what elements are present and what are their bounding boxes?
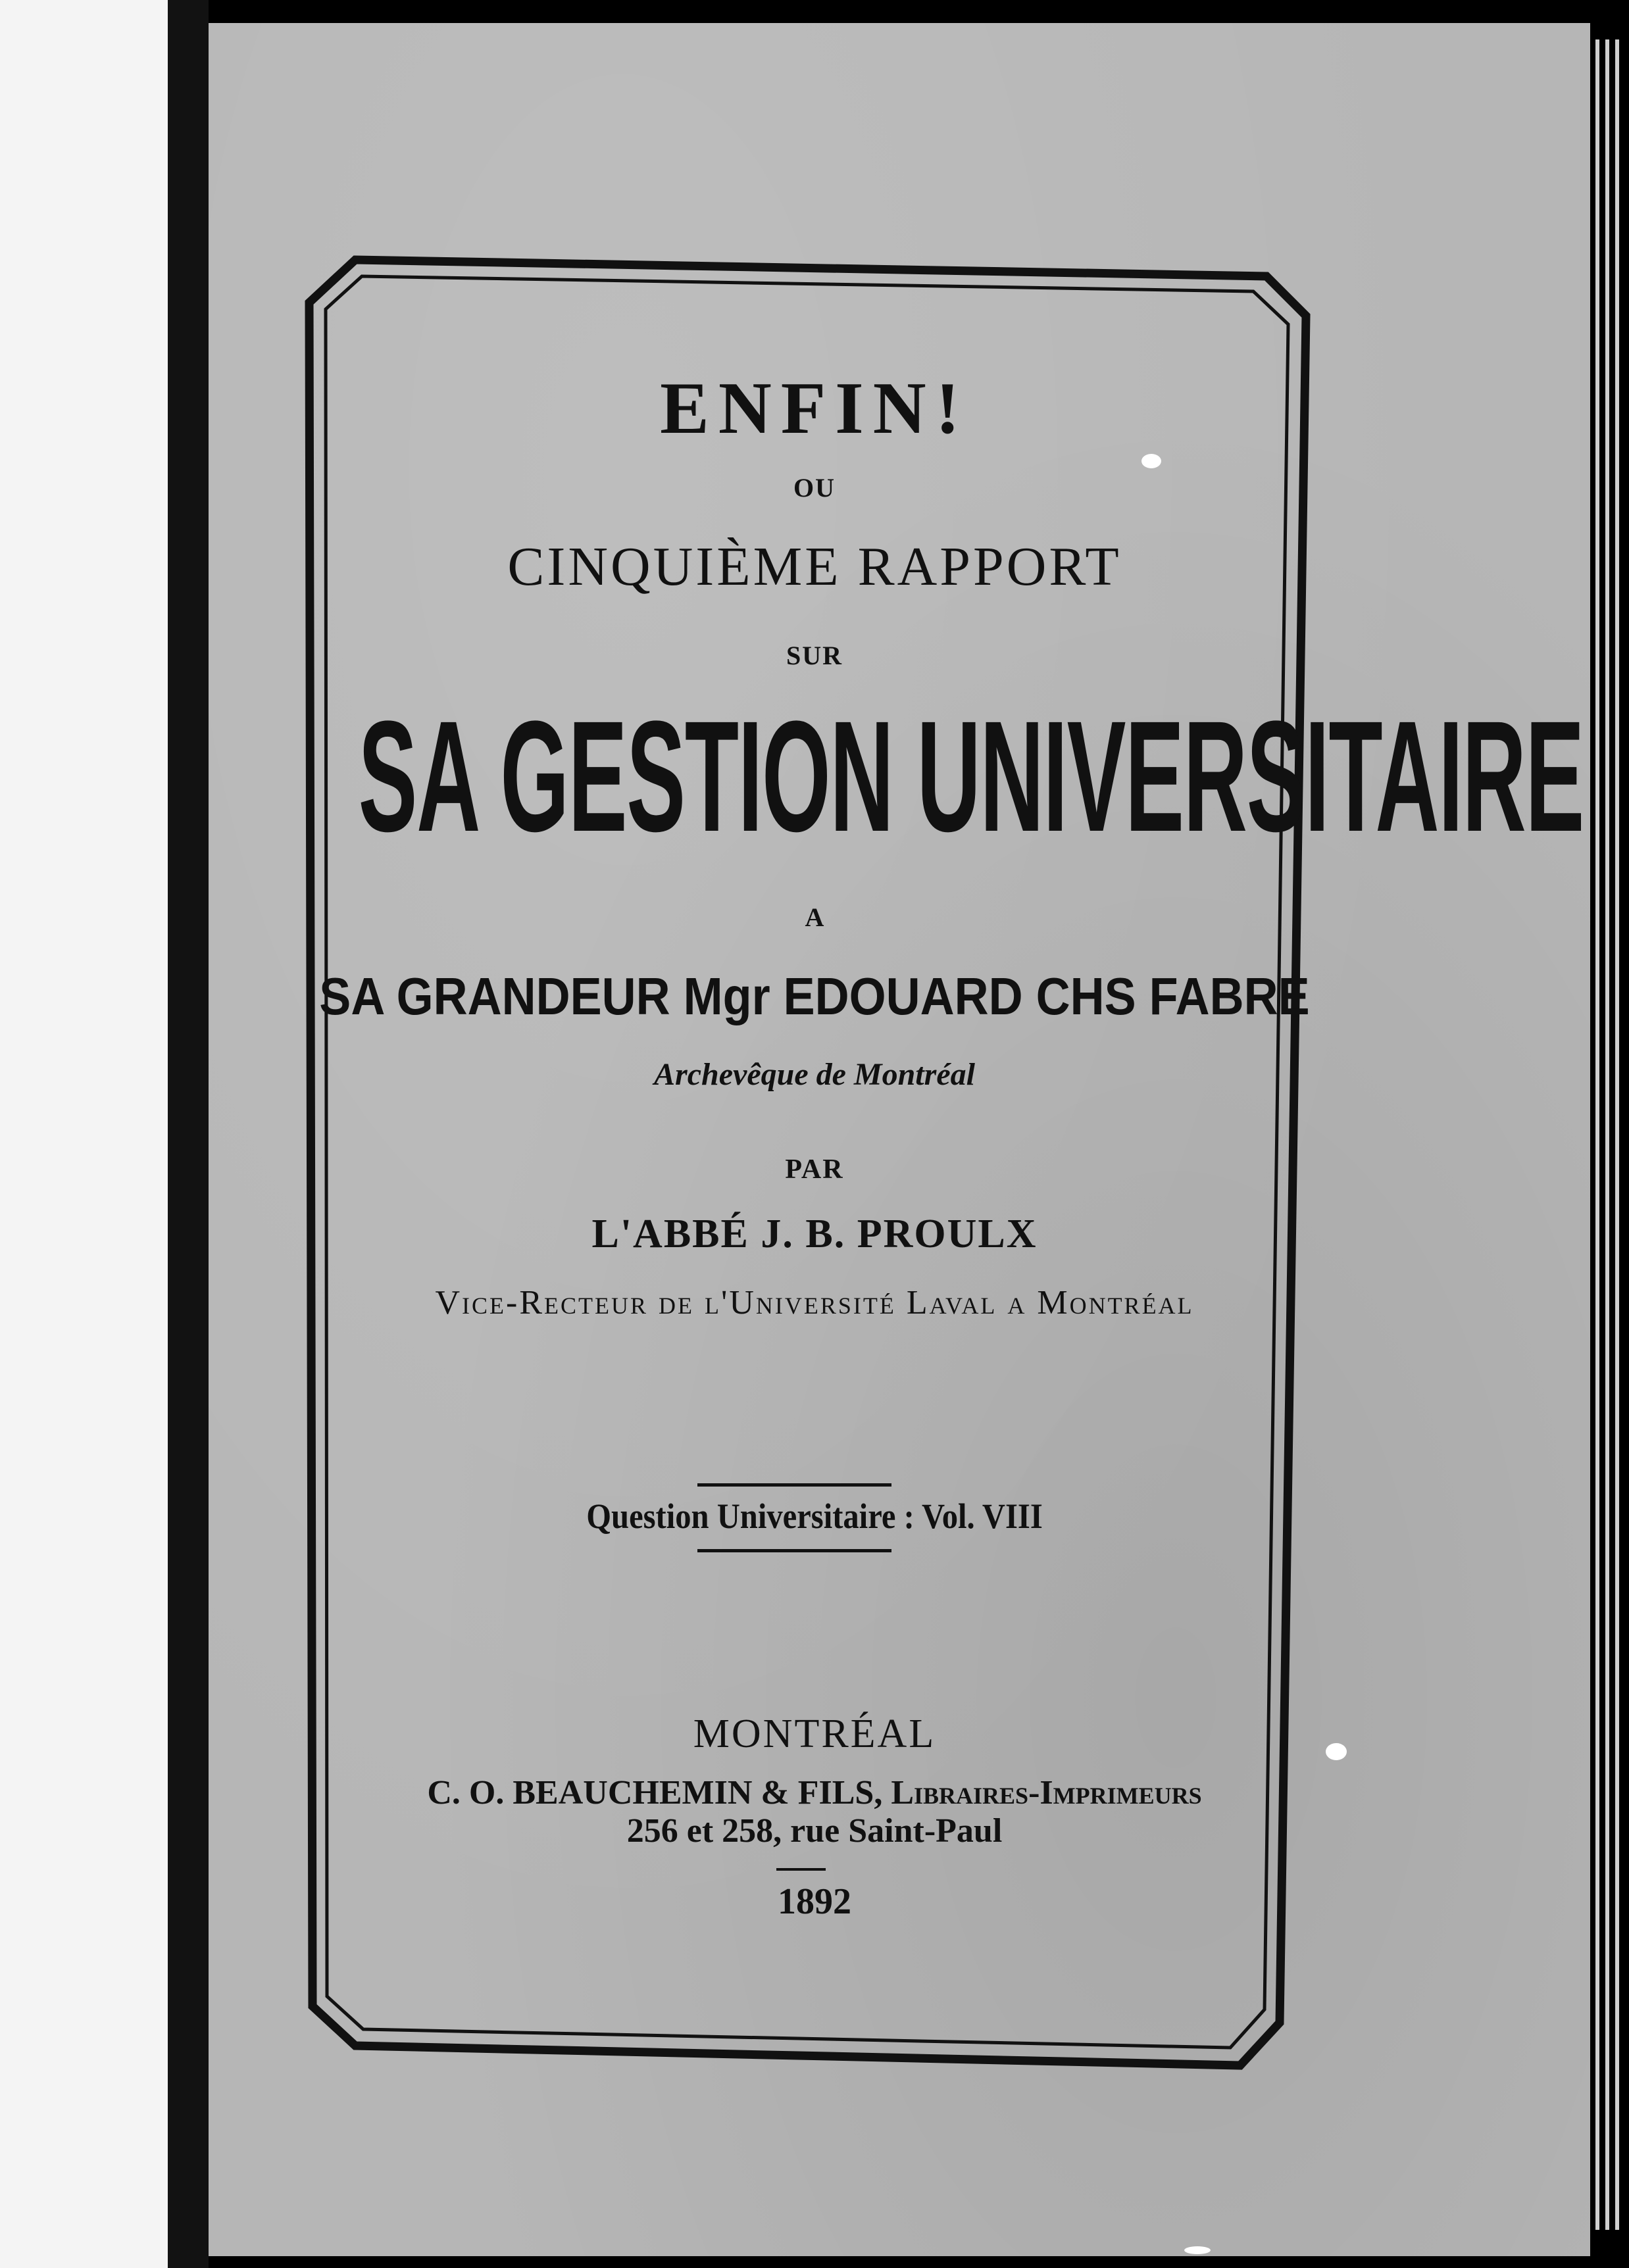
paper-speck <box>1184 2246 1211 2254</box>
publisher-role: Libraires-Imprimeurs <box>891 1774 1202 1812</box>
imprint-year: 1892 <box>778 1881 851 1922</box>
publisher-name: C. O. BEAUCHEMIN & FILS, <box>427 1774 883 1812</box>
imprint-publisher <box>0 1776 1629 1810</box>
cover-title: ENFIN! <box>660 368 969 449</box>
year-rule <box>776 1868 826 1871</box>
imprint-city: MONTRÉAL <box>693 1712 936 1756</box>
author-name: L'ABBÉ J. B. PROULX <box>591 1212 1038 1256</box>
series-rule-top <box>697 1483 891 1487</box>
subject-heading: SA GESTION UNIVERSITAIRE <box>358 688 1584 864</box>
addressee-title: Archevêque de Montréal <box>654 1057 975 1092</box>
connector-sur: SUR <box>786 641 843 670</box>
series-rule-bottom <box>697 1549 891 1552</box>
imprint-address: 256 et 258, rue Saint-Paul <box>626 1812 1003 1850</box>
series-label: Question Universitaire : Vol. VIII <box>586 1496 1043 1536</box>
addressee-name: SA GRANDEUR Mgr EDOUARD CHS FABRE <box>319 967 1310 1025</box>
connector-a: A <box>805 902 824 932</box>
paper-speck <box>1141 454 1161 468</box>
report-title: CINQUIÈME RAPPORT <box>507 536 1122 597</box>
connector-ou: OU <box>793 473 836 503</box>
paper-speck <box>1326 1743 1347 1760</box>
connector-par: PAR <box>785 1154 844 1185</box>
author-title: Vice-Recteur de l'Université Laval a Montréal <box>435 1284 1194 1321</box>
